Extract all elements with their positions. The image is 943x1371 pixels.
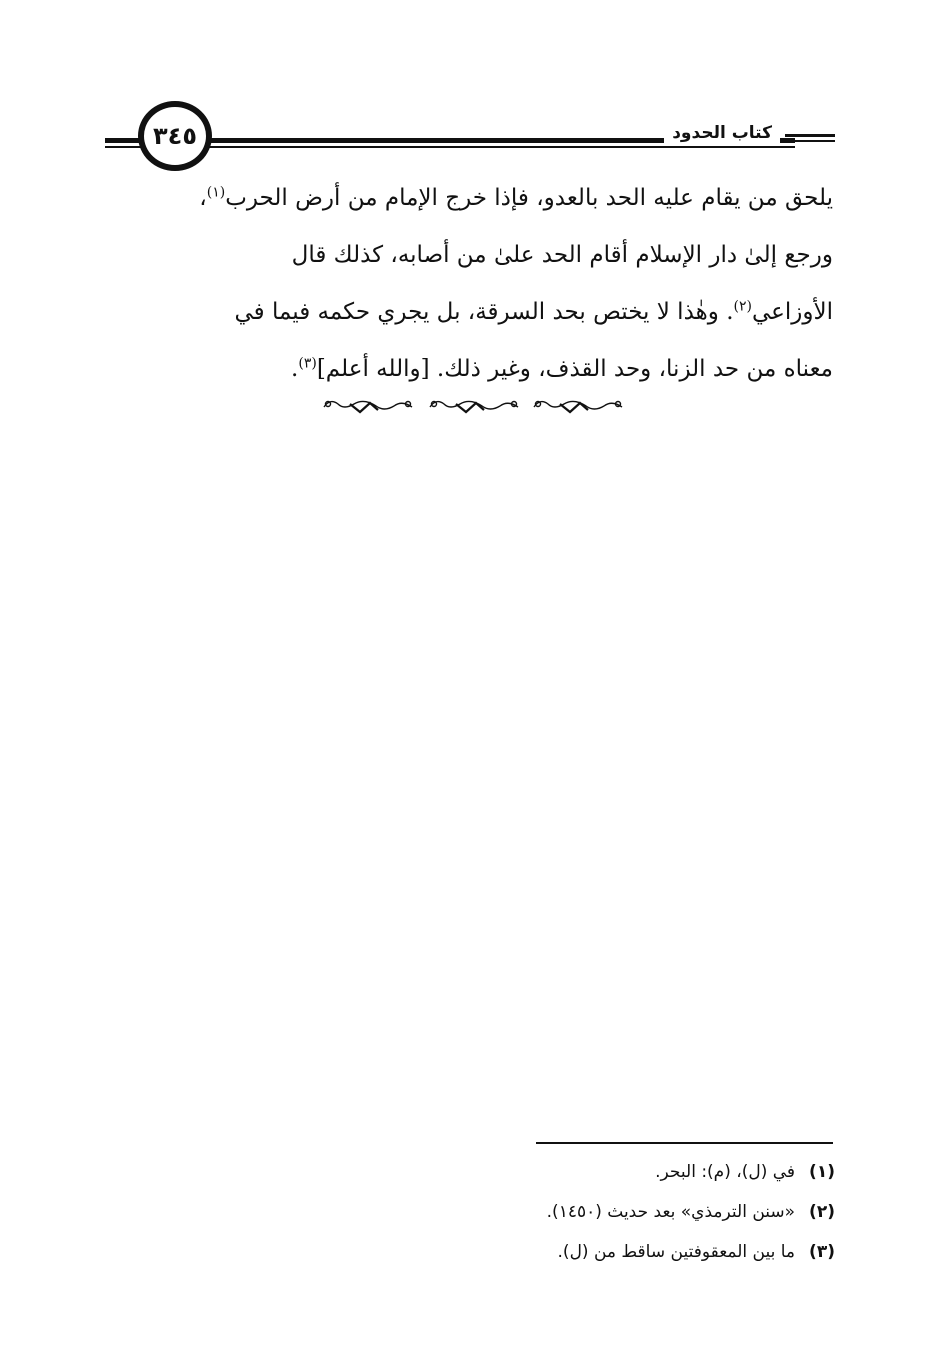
text-line-1-body: يلحق من يقام عليه الحد بالعدو، فإذا خرج الإمام من أرض الحرب (225, 185, 833, 211)
footnote-3-number: (٣) (809, 1242, 835, 1262)
text-line-3 (108, 284, 833, 341)
text-line-1-tail: ، (199, 185, 207, 211)
footnote-ref-2: (٢) (733, 298, 752, 315)
footnote-3 (235, 1232, 835, 1272)
footnote-ref-1: (١) (206, 184, 226, 201)
main-text (108, 170, 833, 398)
footnote-2-text: «سنن الترمذي» بعد حديث (١٤٥٠). (546, 1202, 796, 1222)
text-line-4-tail: . (291, 356, 299, 382)
footnote-1-text: في (ل)، (م): البحر. (655, 1162, 796, 1182)
chapter-title: كتاب الحدود (664, 122, 780, 144)
footnote-separator (536, 1142, 833, 1144)
text-line-2-body: ورجع إلىٰ دار الإسلام أقام الحد علىٰ من أصابه، كذلك قال (291, 242, 833, 268)
footnote-2-number: (٢) (809, 1202, 835, 1222)
footnote-1-number: (١) (809, 1162, 835, 1182)
page-number: ٣٤٥ (138, 101, 212, 171)
header-dash (785, 134, 835, 137)
footnotes (235, 1152, 835, 1272)
text-line-3-tail: . وهٰذا لا يختص بحد السرقة، بل يجري حكمه فيما في (234, 299, 734, 325)
text-line-2 (108, 227, 833, 284)
text-line-4-body: معناه من حد الزنا، وحد القذف، وغير ذلك. [والله أعلم] (316, 356, 833, 382)
header-rule-right-thin (205, 146, 795, 148)
text-line-1 (108, 170, 833, 227)
footnote-2 (235, 1192, 835, 1232)
footnote-ref-3: (٣) (298, 355, 317, 372)
page-header (105, 100, 835, 180)
text-line-3-body: الأوزاعي (751, 299, 833, 325)
header-dash-thin (785, 140, 835, 142)
section-divider-ornament (320, 392, 625, 422)
footnote-1 (235, 1152, 835, 1192)
text-line-4 (108, 341, 833, 398)
footnote-3-text: ما بين المعقوفتين ساقط من (ل). (557, 1242, 796, 1262)
